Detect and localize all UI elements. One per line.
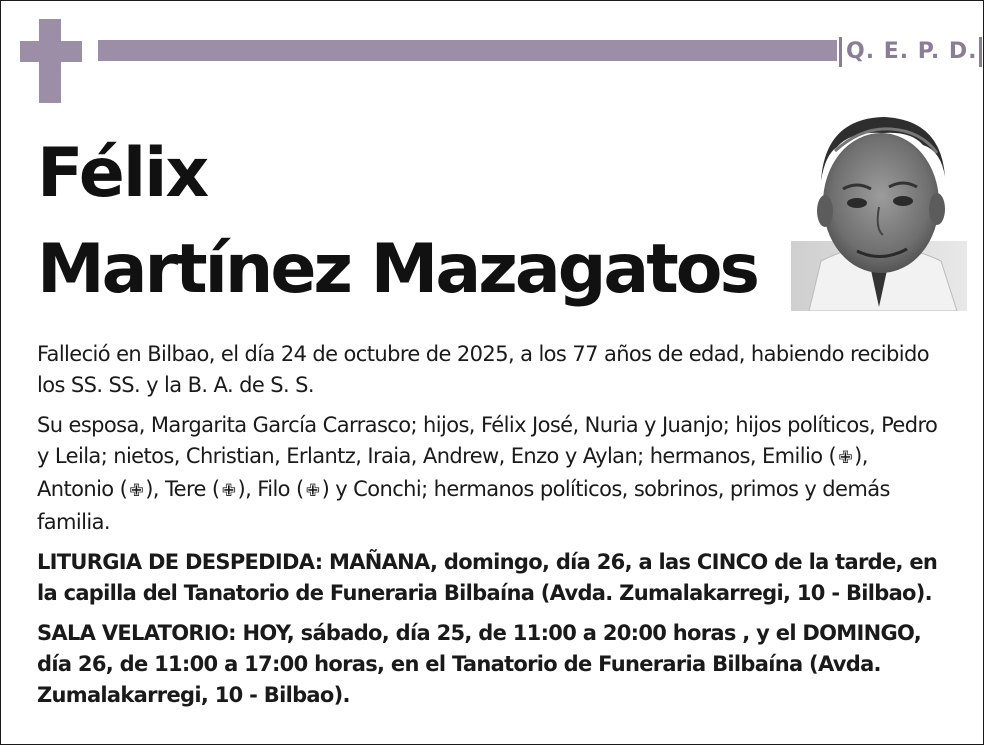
latin-cross-icon — [20, 19, 82, 103]
family-intro: Su esposa, Margarita García Carrasco; hijos, Félix José, Nuria y Juanjo; hijos políticos, Pedro y Leila; nietos, Christian, Erlantz, Iraia, Andrew, Enzo y Aylan; hermanos, — [37, 413, 938, 468]
greek-cross-icon: ✙ — [305, 481, 320, 501]
death-notice-text: Falleció en Bilbao, el día 24 de octubre de 2025, a los 77 años de edad, habiendo recibido los SS. SS. y la B. A. de S. S. — [37, 342, 929, 397]
deceased-surnames: Martínez Mazagatos — [37, 230, 757, 309]
family-text — [37, 410, 949, 538]
wake-text: SALA VELATORIO: HOY, sábado, día 25, de 11:00 a 20:00 horas , y el DOMINGO, día 26, de 11:00 a 17:00 horas, en el Tanatorio de Funeraria Bilbaína (Avda. Zumalakarregi, 10 - Bilbao). — [37, 621, 921, 707]
greek-cross-icon: ✙ — [221, 481, 236, 501]
notice-body — [37, 339, 949, 720]
greek-cross-icon: ✙ — [838, 448, 852, 468]
portrait-photo — [791, 111, 967, 311]
sibling-tere: ), Tere ( — [145, 477, 220, 501]
deceased-first-name: Félix — [37, 134, 208, 213]
sibling-filo: ), Filo ( — [237, 477, 304, 501]
sibling-antonio: ), Antonio ( — [37, 444, 868, 501]
qepd-label: Q. E. P. D. — [839, 37, 982, 67]
greek-cross-icon: ✙ — [129, 481, 144, 501]
liturgy-text: LITURGIA DE DESPEDIDA: MAÑANA, domingo, día 26, a las CINCO de la tarde, en la capilla del Tanatorio de Funeraria Bilbaína (Avda. Zumalakarregi, 10 - Bilbao). — [37, 550, 938, 605]
sibling-emilio: Emilio ( — [762, 444, 837, 468]
family-outro: ) y Conchi; hermanos políticos, sobrinos, primos y demás familia. — [37, 477, 890, 534]
header-rule — [98, 40, 837, 61]
